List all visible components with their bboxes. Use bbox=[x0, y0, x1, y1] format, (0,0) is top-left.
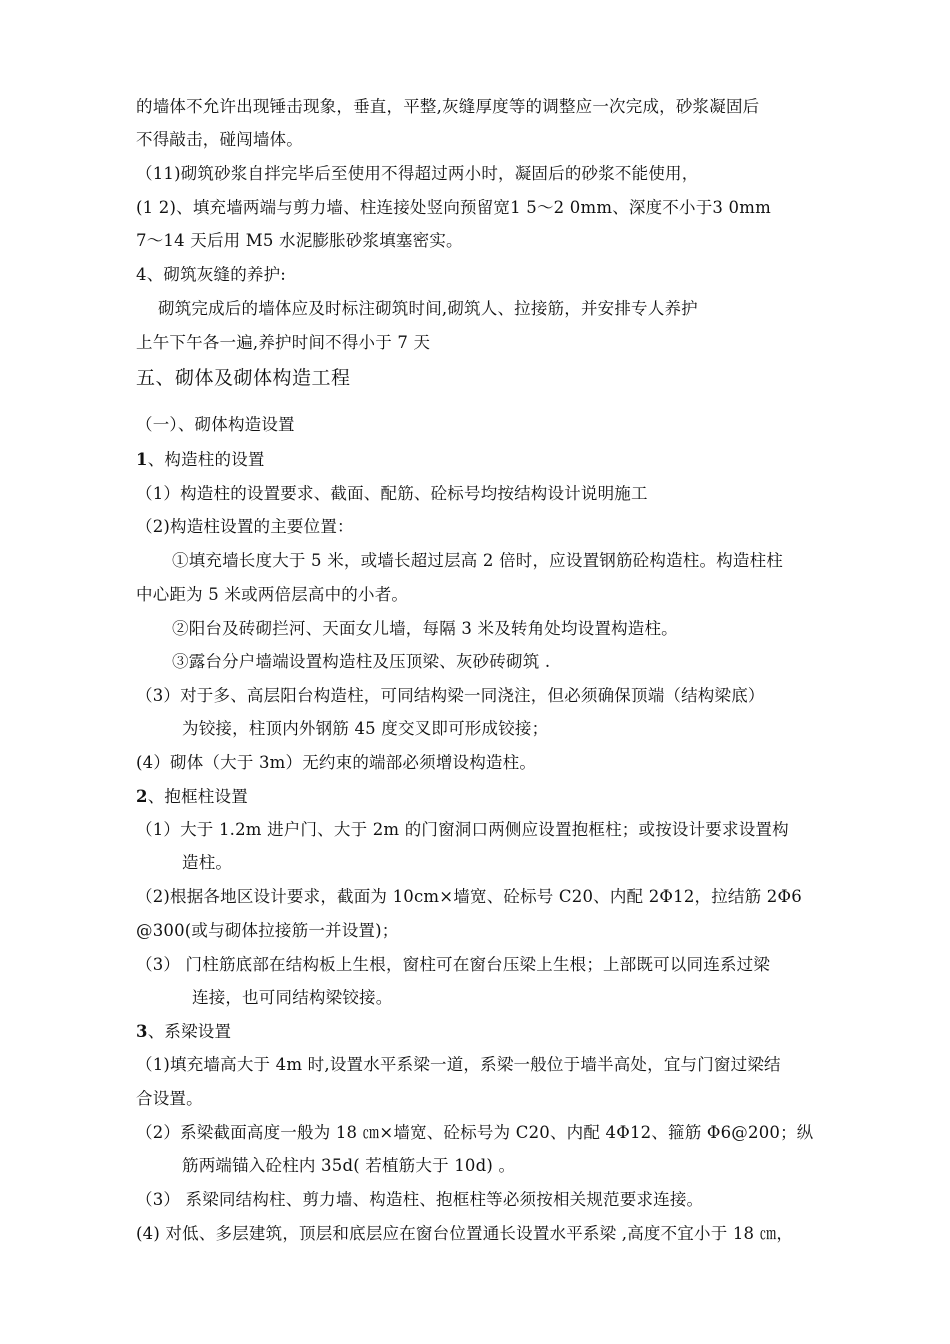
paragraph-line: 不得敲击，碰闯墙体。 bbox=[136, 130, 303, 149]
paragraph-line: 上午下午各一遍,养护时间不得小于 7 天 bbox=[136, 333, 431, 352]
paragraph-line: （3） 门柱筋底部在结构板上生根，窗柱可在窗台压梁上生根；上部既可以同连系过梁 bbox=[136, 955, 771, 974]
heading-number: 3 bbox=[136, 1022, 148, 1041]
list-item: ①填充墙长度大于 5 米，或墙长超过层高 2 倍时，应设置钢筋砼构造柱。构造柱柱 bbox=[172, 551, 783, 570]
list-item: ③露台分户墙端设置构造柱及压顶梁、灰砂砖砌筑 . bbox=[172, 652, 551, 671]
paragraph-line: 砌筑完成后的墙体应及时标注砌筑时间,砌筑人、拉接筋，并安排专人养护 bbox=[158, 299, 698, 318]
paragraph-line: （3） 系梁同结构柱、剪力墙、构造柱、抱框柱等必须按相关规范要求连接。 bbox=[136, 1190, 704, 1209]
numbered-heading bbox=[136, 1021, 231, 1043]
paragraph-line: 合设置。 bbox=[136, 1089, 203, 1108]
paragraph-line: 连接，也可同结构梁铰接。 bbox=[192, 988, 393, 1007]
paragraph-line: 的墙体不允许出现锤击现象，垂直，平整,灰缝厚度等的调整应一次完成，砂浆凝固后 bbox=[136, 97, 760, 116]
paragraph-line: 造柱。 bbox=[182, 853, 233, 872]
section-heading: 五、砌体及砌体构造工程 bbox=[136, 367, 351, 389]
paragraph-line: （1）构造柱的设置要求、截面、配筋、砼标号均按结构设计说明施工 bbox=[136, 484, 648, 503]
heading-separator: 、 bbox=[147, 787, 165, 806]
paragraph-line: （3）对于多、高层阳台构造柱，可同结构梁一同浇注，但必须确保顶端（结构梁底） bbox=[136, 686, 765, 705]
heading-number: 1 bbox=[136, 450, 148, 469]
heading-text: 抱框柱设置 bbox=[164, 787, 248, 806]
subsection-heading: （一）、砌体构造设置 bbox=[136, 415, 295, 434]
paragraph-line: （1）大于 1.2m 进户门、大于 2m 的门窗洞口两侧应设置抱框柱；或按设计要求设置构 bbox=[136, 820, 789, 839]
paragraph-line: （11)砌筑砂浆自拌完毕后至使用不得超过两小时，凝固后的砂浆不能使用， bbox=[136, 164, 699, 183]
paragraph-line: (1 2)、填充墙两端与剪力墙、柱连接处竖向预留宽1 5～2 0mm、深度不小于3 0mm bbox=[136, 198, 771, 217]
paragraph-line: (4) 对低、多层建筑，顶层和底层应在窗台位置通长设置水平系梁 ,高度不宜小于 18 ㎝， bbox=[136, 1224, 794, 1243]
paragraph-line: 筋两端锚入砼柱内 35d( 若植筋大于 10d) 。 bbox=[182, 1156, 516, 1175]
heading-text: 系梁设置 bbox=[164, 1022, 232, 1041]
numbered-heading bbox=[136, 449, 265, 471]
heading-separator: 、 bbox=[147, 450, 165, 469]
heading-number: 2 bbox=[136, 787, 148, 806]
paragraph-line: （2）系梁截面高度一般为 18 ㎝×墙宽、砼标号为 C20、内配 4Φ12、箍筋 Φ6@200；纵 bbox=[136, 1123, 814, 1142]
paragraph-line: @300(或与砌体拉接筋一并设置)； bbox=[136, 921, 399, 940]
heading-text: 构造柱的设置 bbox=[164, 450, 265, 469]
paragraph-line: 中心距为 5 米或两倍层高中的小者。 bbox=[136, 585, 409, 604]
paragraph-line: 7～14 天后用 M5 水泥膨胀砂浆填塞密实。 bbox=[136, 231, 463, 250]
paragraph-line: （2)根据各地区设计要求，截面为 10cm×墙宽、砼标号 C20、内配 2Φ12，拉结筋 2Φ6 bbox=[136, 887, 802, 906]
paragraph-line: （2)构造柱设置的主要位置： bbox=[136, 517, 354, 536]
list-item: ②阳台及砖砌拦河、天面女儿墙，每隔 3 米及转角处均设置构造柱。 bbox=[172, 619, 678, 638]
paragraph-line: (4）砌体（大于 3m）无约束的端部必须增设构造柱。 bbox=[136, 753, 537, 772]
numbered-heading bbox=[136, 786, 248, 808]
paragraph-line: （1)填充墙高大于 4m 时,设置水平系梁一道，系梁一般位于墙半高处，宜与门窗过梁结 bbox=[136, 1055, 781, 1074]
heading-separator: 、 bbox=[147, 1022, 165, 1041]
paragraph-line: 为铰接，柱顶内外钢筋 45 度交叉即可形成铰接； bbox=[182, 719, 549, 738]
section-subheading: 4、砌筑灰缝的养护: bbox=[136, 265, 287, 284]
